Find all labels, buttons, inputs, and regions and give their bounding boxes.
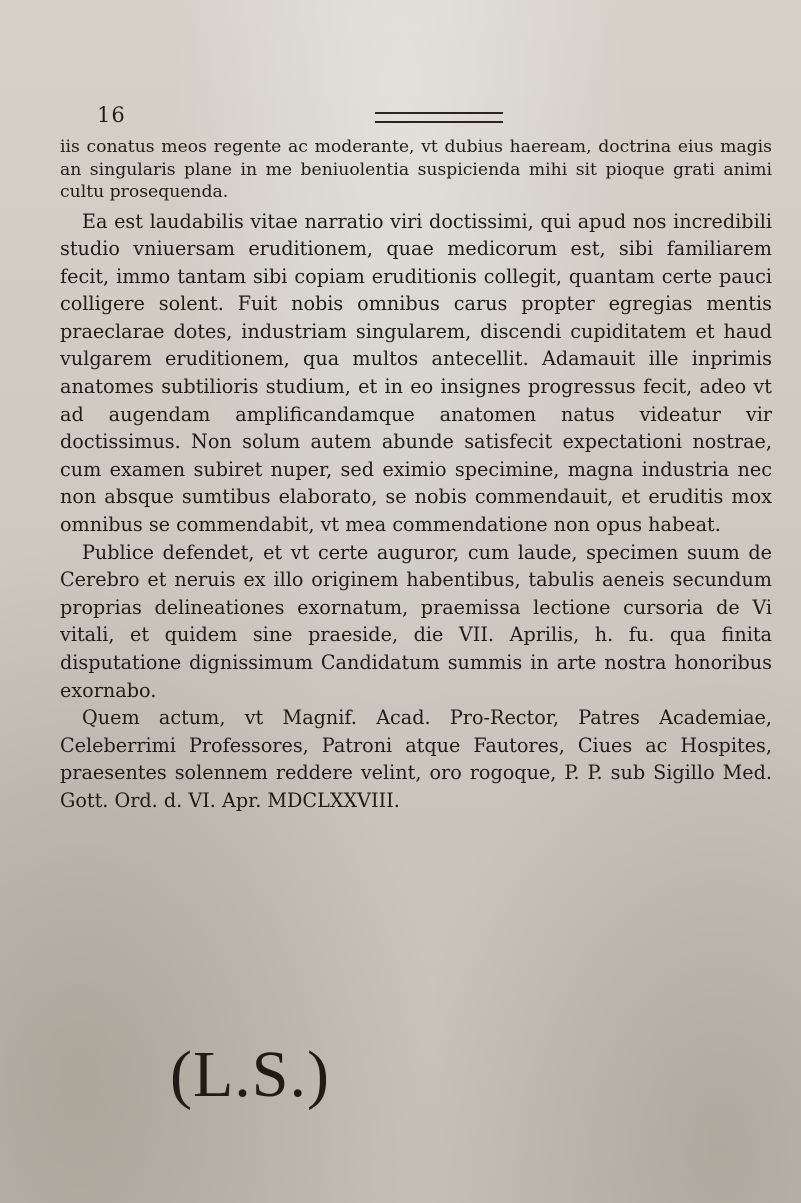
paragraph-intro: iis conatus meos regente ac moderante, vt dubius haeream, doctrina eius magis an singularis plane in me beniuolentia suspicienda mihi sit pioque grati animi cultu prosequenda. bbox=[60, 137, 772, 202]
paragraph-narratio: Ea est laudabilis vitae narratio viri doctissimi, qui apud nos incredibili studio vniuersam eruditionem, quae medicorum est, sibi familiarem fecit, immo tantam sibi copiam eruditionis collegit, quantam certe pauci colligere solent. Fuit nobis omnibus carus propter egregias mentis praeclarae dotes, industriam singularem, discendi cupiditatem et haud vulgarem eruditionem, qua multos antecellit. Adamauit ille inprimis anatomes subtilioris studium, et in eo insignes progressus fecit, adeo vt ad augendam amplificandamque anatomen natus videatur vir doctissimus. Non solum autem abunde satisfecit expectationi nostrae, cum examen subiret nuper, sed eximio specimine, magna industria nec non absque sumtibus elaborato, se nobis commendauit, et eruditis mox omnibus se commendabit, vt mea commendatione non opus habeat. bbox=[60, 209, 772, 537]
header-double-rule bbox=[375, 112, 503, 123]
page-number: 16 bbox=[97, 103, 126, 127]
seal-mark: (L.S.) bbox=[170, 1038, 330, 1111]
paragraph-publice: Publice defendet, et vt certe auguror, cum laude, specimen suum de Cerebro et neruis ex illo originem habentibus, tabulis aeneis secundum proprias delineationes exornatum, praemissa lectione cursoria de Vi vitali, et quidem sine praeside, die VII. Aprilis, h. fu. qua finita disputatione dignissimum Candidatum summis in arte nostra honoribus exornabo. bbox=[60, 540, 772, 702]
paragraph-invitation: Quem actum, vt Magnif. Acad. Pro-Rector, Patres Academiae, Celeberrimi Professores, Patroni atque Fautores, Ciues ac Hospites, praesentes solennem reddere velint, oro rogoque, P. P. sub Sigillo Med. Gott. Ord. d. VI. Apr. MDCLXXVIII. bbox=[60, 706, 772, 812]
text-block bbox=[60, 136, 772, 815]
